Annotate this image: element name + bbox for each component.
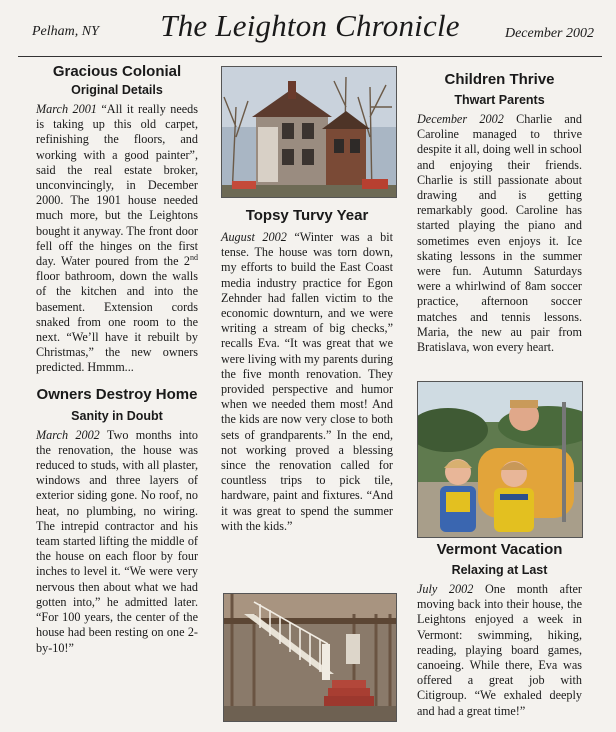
- dateline: July 2002: [417, 582, 474, 596]
- masthead-title: The Leighton Chronicle: [160, 8, 460, 43]
- masthead: [18, 4, 602, 54]
- house-exterior-photo: [221, 66, 397, 198]
- dateline: December 2002: [417, 112, 504, 126]
- dateline: March 2002: [36, 427, 100, 442]
- superscript: nd: [190, 252, 198, 262]
- headline: Owners Destroy Home: [36, 385, 198, 403]
- column-left: [36, 62, 198, 656]
- article-topsy-turvy-year: [221, 206, 393, 534]
- masthead-rule: [18, 56, 602, 57]
- article-vermont-vacation: [417, 540, 582, 719]
- article-body: [36, 102, 198, 376]
- article-gracious-colonial: [36, 62, 198, 376]
- headline: Topsy Turvy Year: [245, 207, 369, 224]
- headline: Gracious Colonial: [52, 63, 182, 80]
- family-vacation-photo: [417, 381, 583, 538]
- article-body: [417, 112, 582, 355]
- dateline: August 2002: [221, 230, 287, 244]
- article-body: [417, 582, 582, 719]
- article-owners-destroy-home: [36, 385, 198, 656]
- article-body: [221, 230, 393, 534]
- subhead: Relaxing at Last: [451, 563, 548, 577]
- article-children-thrive: [417, 70, 582, 355]
- body-text: “Winter was a bit tense. The house was torn down, my efforts to build the East Coast media industry practice for Egon Zehnder had fallen victim to the economic downturn, and we were writing a stream of big checks,” recalls Eva. “It was great that we were living with my parents during the five month renovation. They provided perspective and humor when we needed them most! And the kids are now very close to both sets of grandparents.” In the end, not working proved a blessing since the renovation called for countless trips to pick tile, hardware, paint and fixtures. “And it was great to spend the summer with the kids.”: [221, 230, 393, 533]
- subhead: Original Details: [71, 83, 163, 97]
- masthead-location: Pelham, NY: [32, 24, 99, 39]
- subhead: Sanity in Doubt: [71, 408, 163, 423]
- article-body: [36, 428, 198, 656]
- interior-stairs-photo: [223, 593, 397, 722]
- masthead-date: December 2002: [504, 26, 594, 41]
- body-text: “All it really needs is taking up this old carpet, refinishing the floors, and working with a good painter”, said the real estate broker, unconvincingly, in December 2000. The 1901 house needed much more, but the Leightons bought it anyway. The front door fell off the hinges on the first day. Water poured from the 2: [36, 102, 199, 269]
- dateline: March 2001: [36, 102, 97, 116]
- body-text: One month after moving back into their house, the Leightons enjoyed a week in Vermont: swimming, hiking, reading, playing board games, canoeing. While there, Eva was offered a great job with Citigroup. “We exhaled deeply and had a great time!”: [417, 582, 582, 718]
- column-right-lower: [417, 540, 582, 719]
- column-right: [417, 70, 582, 355]
- body-text: Two months into the renovation, the house was reduced to studs, with all plaster, windows and three layers of exterior siding gone. No roof, no heat, no plumbing, no wiring. The intrepid contractor and his team started lifting the middle of the house on each floor by four inches to level it. “We were very nervous then about what we had gotten into,” he admitted later. “For 100 years, the center of the house had been resting on one 2-by-10!”: [36, 427, 198, 655]
- headline: Children Thrive: [444, 71, 555, 88]
- body-text: floor bathroom, down the walls of the kitchen and into the basement. Extension cords snaked from one room to the next. “We’ll have it rebuilt by Christmas,” the new owners predicted. Hmmm...: [36, 269, 198, 375]
- column-middle: [221, 206, 393, 534]
- headline: Vermont Vacation: [436, 541, 563, 558]
- subhead: Thwart Parents: [454, 93, 545, 107]
- body-text: Charlie and Caroline managed to thrive despite it all, doing well in school and enjoying their friends. Charlie is still passionate about drawing and is getting remarkably good. Caroline has started playing the piano and sometimes even enjoys it. Ice skating lessons in the summer were fun. Autumn Saturdays were a whirlwind of 8am soccer practice, afternoon soccer matches and tennis lessons. Maria, the new au pair from Bratislava, won every heart.: [417, 112, 582, 355]
